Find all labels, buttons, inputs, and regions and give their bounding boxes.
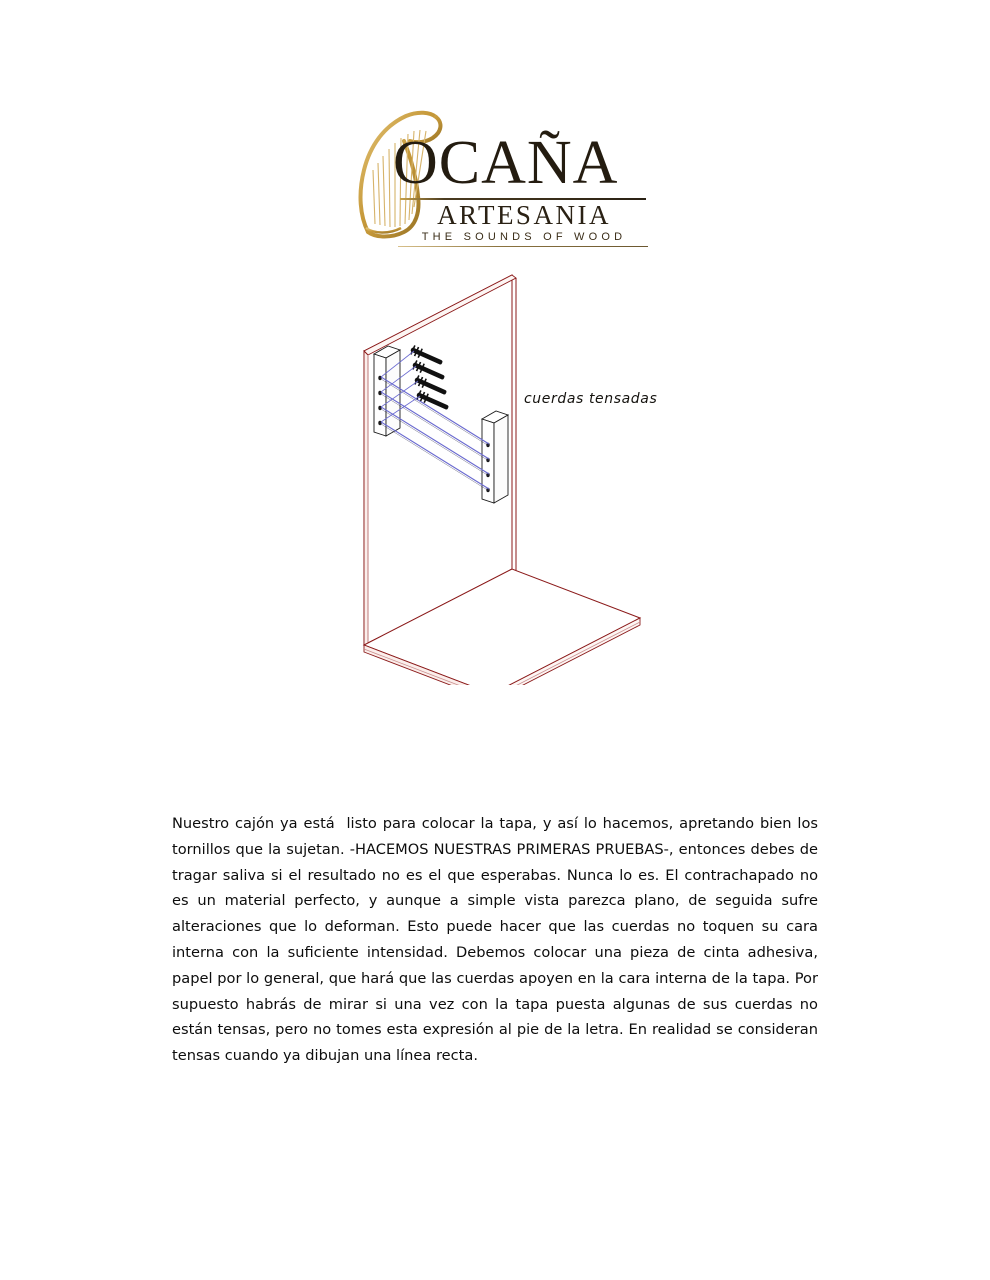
- brand-logo: [348, 106, 648, 246]
- left-string-block: [374, 346, 400, 436]
- brand-subname: ARTESANIA: [437, 200, 611, 230]
- drawing-annotation-cuerdas-tensadas: cuerdas tensadas: [524, 391, 658, 407]
- cajon-assembly-drawing: [340, 265, 670, 685]
- brand-tagline: THE SOUNDS OF WOOD: [421, 231, 627, 243]
- brand-wordmark: OCAÑA: [393, 129, 619, 197]
- logo-rule-bottom: [398, 246, 648, 247]
- body-paragraph: Nuestro cajón ya está listo para colocar la tapa, y así lo hacemos, apretando bien los tornillos que la sujetan. -HACEMOS NUESTRAS PRIMERAS PRUEBAS-, entonces debes de tragar saliva si el resultado no es el que esperabas. Nunca lo es. El contrachapado no es un material perfecto, y aunque a simple vista parezca plano, de seguida sufre alteraciones que lo deforman. Esto puede hacer que las cuerdas no toquen su cara interna con la suficiente intensidad. Debemos colocar una pieza de cinta adhesiva, papel por lo general, que hará que las cuerdas apoyen en la cara interna de la tapa. Por supuesto habrás de mirar si una vez con la tapa puesta algunas de sus cuerdas no están tensas, pero no tomes esta expresión al pie de la letra. En realidad se consideran tensas cuando ya dibujan una línea recta.: [172, 815, 823, 1065]
